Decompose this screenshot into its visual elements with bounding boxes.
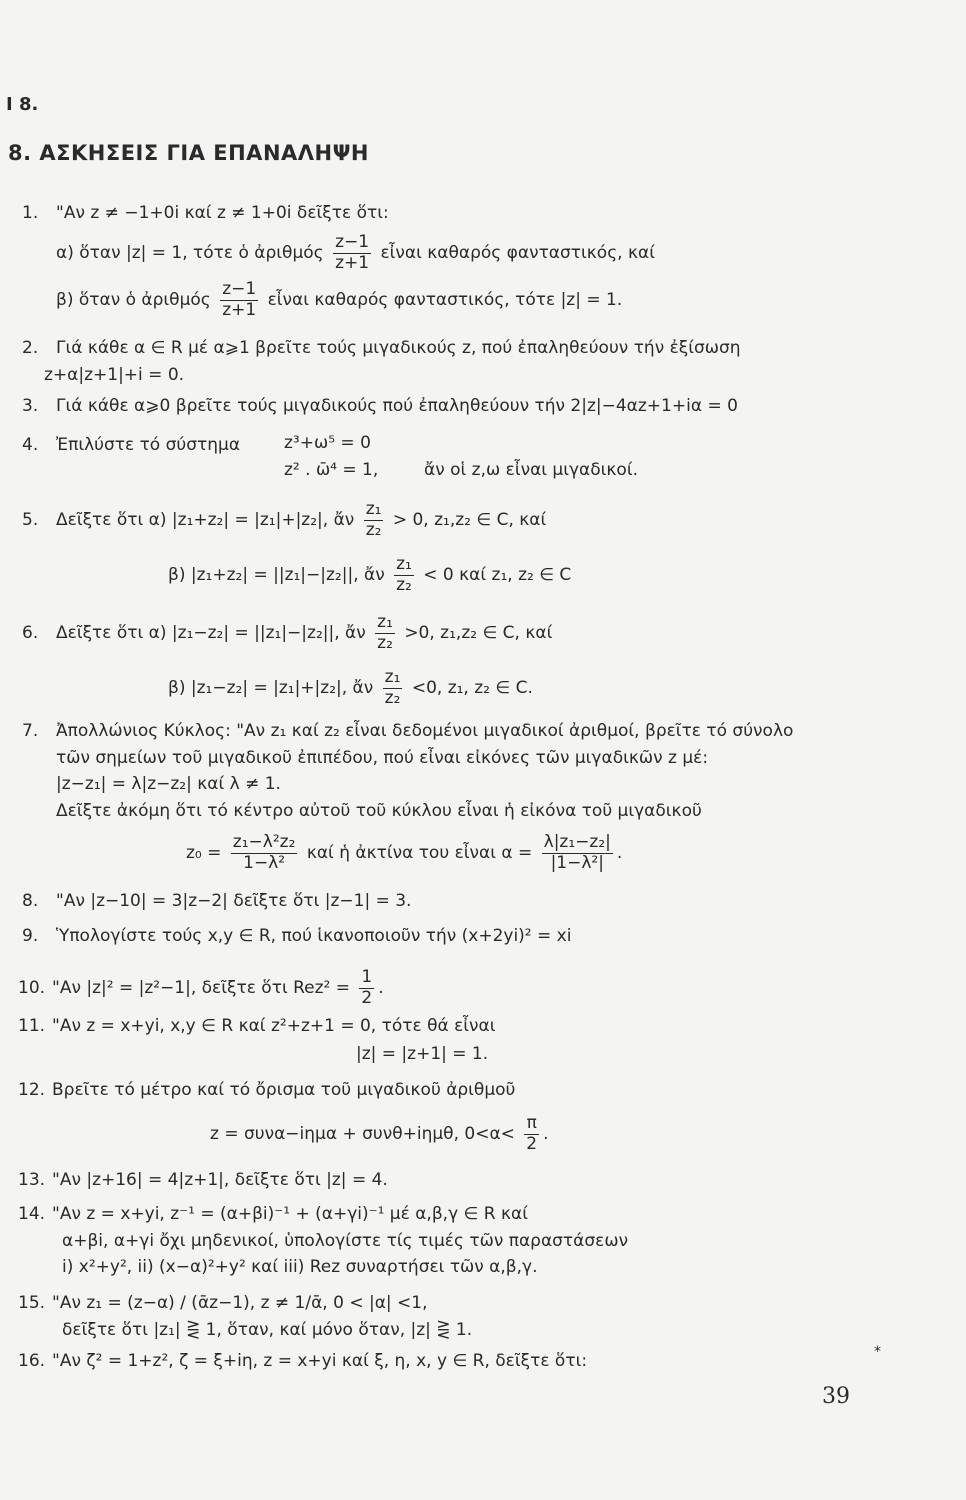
exercise-5-line-1: 5. Δεῖξτε ὅτι α) |z₁+z₂| = |z₁|+|z₂|, ἄν $\frac{\text{z₁}}{\text{z₂}}$ > 0, z₁,z₂ ∈ C, καί [22,499,547,540]
exercise-6-line-2: β) |z₁−z₂| = |z₁|+|z₂|, ἄν $\frac{\text{z₁}}{\text{z₂}}$ <0, z₁, z₂ ∈ C. [168,667,533,708]
fraction: $\frac{\text{z₁}}{\text{z₂}}$ [377,612,393,653]
fraction: $\frac{\text{z₁}}{\text{z₂}}$ [384,667,401,708]
exercise-4-tail: ἄν οἱ z,ω εἶναι μιγαδικοί. [424,460,638,480]
exercise-2-line-1: 2. Γιά κάθε α ∈ R μέ α⩾1 βρεῖτε τούς μιγαδικούς z, πού ἐπαληθεύουν τήν ἐξίσωση [22,338,741,358]
exercise-7-formula: z₀ = $\frac{\text{z₁−λ²z₂}}{\text{1−λ²}}$ καί ἡ ἀκτίνα του εἶναι α = $\frac{\text{λ|z₁−z₂|}}{\text{|1−λ²|}}$ . [186,832,623,873]
exercise-7-line-3: |z−z₁| = λ|z−z₂| καί λ ≠ 1. [56,774,281,794]
page-number: 39 [822,1384,850,1409]
fraction: $\frac{\pi}{2}$ [526,1113,538,1154]
fraction: $\frac{z-1}{z+1}$ [335,232,370,273]
exercise-1-line-2: α) ὅταν |z| = 1, τότε ὁ ἀριθμός $\frac{z-1}{z+1}$ εἶναι καθαρός φανταστικός, καί [56,232,655,273]
exercise-16: 16. "Αν ζ² = 1+z², ζ = ξ+iη, z = x+yi καί ξ, η, x, y ∈ R, δεῖξτε ὅτι: [18,1351,588,1371]
exercise-14-line-2: α+βi, α+γi ὄχι μηδενικοί, ὑπολογίστε τίς τιμές τῶν παραστάσεων [62,1231,629,1251]
exercise-1-line-3: β) ὅταν ὁ ἀριθμός $\frac{z-1}{z+1}$ εἶναι καθαρός φανταστικός, τότε |z| = 1. [56,279,623,320]
exercise-4-eq-2: z² . ω̄⁴ = 1, [284,460,379,480]
exercise-15-line-2: δεῖξτε ὅτι |z₁| ⋛ 1, ὅταν, καί μόνο ὅταν, |z| ⋛ 1. [62,1320,473,1340]
exercise-12-line-2: z = συνα−iημα + συνθ+iημθ, 0<α< $\frac{\pi}{2}$ . [210,1113,549,1154]
exercise-14-line-3: i) x²+y², ii) (x−α)²+y² καί iii) Rez συναρτήσει τῶν α,β,γ. [62,1257,538,1277]
exercise-11-line-1: 11. "Αν z = x+yi, x,y ∈ R καί z²+z+1 = 0, τότε θά εἶναι [18,1016,496,1036]
fraction: $\frac{\text{λ|z₁−z₂|}}{\text{|1−λ²|}}$ [543,832,611,873]
exercise-11-line-2: |z| = |z+1| = 1. [356,1044,489,1064]
exercise-2-line-2: z+α|z+1|+i = 0. [44,365,185,385]
exercise-7-line-1: 7. Ἀπολλώνιος Κύκλος: "Αν z₁ καί z₂ εἶναι δεδομένοι μιγαδικοί ἀριθμοί, βρεῖτε τό σύνολο [22,721,794,741]
exercise-10: 10. "Αν |z|² = |z²−1|, δεῖξτε ὅτι Rez² = $\frac{1}{2}$ . [18,967,384,1008]
exercise-9: 9. Ὑπολογίστε τούς x,y ∈ R, πού ἱκανοποιοῦν τήν (x+2yi)² = xi [22,926,572,946]
exercise-13: 13. "Αν |z+16| = 4|z+1|, δεῖξτε ὅτι |z| = 4. [18,1170,388,1190]
fraction: $\frac{\text{z₁}}{\text{z₂}}$ [396,554,412,595]
fraction: $\frac{z-1}{z+1}$ [222,279,257,320]
fraction: $\frac{1}{2}$ [361,967,373,1008]
exercise-12-line-1: 12. Βρεῖτε τό μέτρο καί τό ὄρισμα τοῦ μιγαδικοῦ ἀριθμοῦ [18,1080,516,1100]
exercise-6-line-1: 6. Δεῖξτε ὅτι α) |z₁−z₂| = ||z₁|−|z₂||, ἄν $\frac{\text{z₁}}{\text{z₂}}$ >0, z₁,z₂ ∈ C, καί [22,612,553,653]
exercise-3: 3. Γιά κάθε α⩾0 βρεῖτε τούς μιγαδικούς πού ἐπαληθεύουν τήν 2|z|−4αz+1+iα = 0 [22,396,738,416]
exercise-7-line-2: τῶν σημείων τοῦ μιγαδικοῦ ἐπιπέδου, πού εἶναι εἰκόνες τῶν μιγαδικῶν z μέ: [56,748,709,768]
stray-mark: * [874,1344,881,1360]
exercise-15-line-1: 15. "Αν z₁ = (z−α) / (ᾱz−1), z ≠ 1/ᾱ, 0 < |α| <1, [18,1293,428,1313]
fraction: $\frac{\text{z₁}}{\text{z₂}}$ [365,499,382,540]
exercise-1-line-1: 1. "Αν z ≠ −1+0i καί z ≠ 1+0i δεῖξτε ὅτι: [22,203,389,223]
exercise-5-line-2: β) |z₁+z₂| = ||z₁|−|z₂||, ἄν $\frac{\text{z₁}}{\text{z₂}}$ < 0 καί z₁, z₂ ∈ C [168,554,572,595]
exercise-8: 8. "Αν |z−10| = 3|z−2| δεῖξτε ὅτι |z−1| = 3. [22,891,412,911]
section-mark: Ι 8. [6,94,39,115]
exercise-4-line-1: 4. Ἐπιλύστε τό σύστημα [22,435,241,455]
exercise-14-line-1: 14. "Αν z = x+yi, z⁻¹ = (α+βi)⁻¹ + (α+γi)⁻¹ μέ α,β,γ ∈ R καί [18,1204,528,1224]
fraction: $\frac{\text{z₁−λ²z₂}}{\text{1−λ²}}$ [232,832,296,873]
section-title: 8. ΑΣΚΗΣΕΙΣ ΓΙΑ ΕΠΑΝΑΛΗΨΗ [8,141,370,165]
exercise-4-eq-1: z³+ω⁵ = 0 [284,433,371,453]
exercise-7-line-4: Δεῖξτε ἀκόμη ὅτι τό κέντρο αὐτοῦ τοῦ κύκλου εἶναι ἡ εἰκόνα τοῦ μιγαδικοῦ [56,801,702,821]
